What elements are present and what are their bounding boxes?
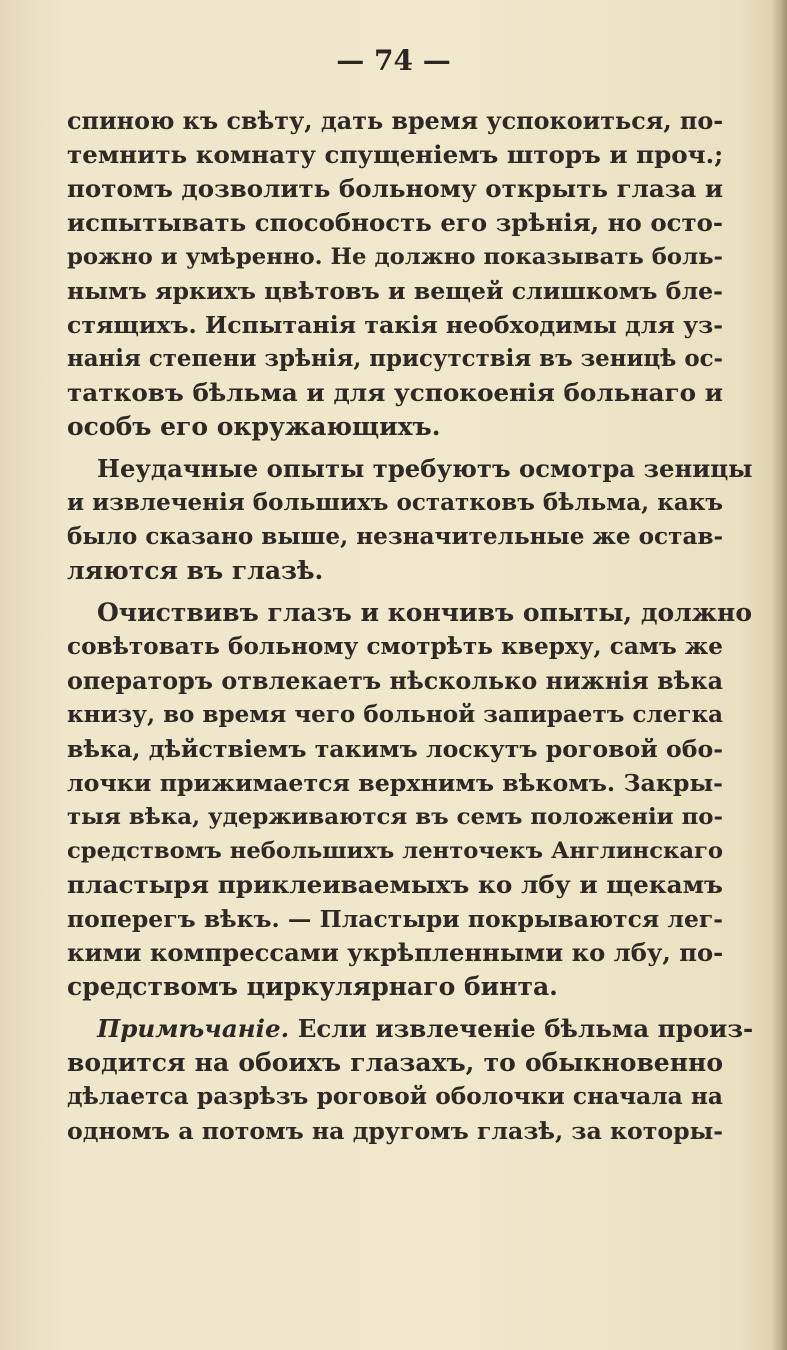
paragraph-continued: [67, 630, 723, 1004]
text-line: средствомъ небольшихъ ленточекъ Англинскаго: [67, 838, 723, 864]
paragraph-continued: [67, 1046, 723, 1148]
page-number: — 74 —: [336, 44, 451, 77]
text-line: лочки прижимается верхнимъ вѣкомъ. Закры-: [67, 769, 723, 797]
text-line: [97, 1012, 754, 1046]
text-line: ляются въ глазѣ.: [67, 556, 324, 585]
text-line: особъ его окружающихъ.: [67, 412, 441, 441]
text-line: книзу, во время чего больной запираетъ слегка: [67, 701, 723, 728]
note-label: Примѣчанiе.: [97, 1014, 290, 1043]
text-line: операторъ отвлекаетъ нѣсколько нижнiя вѣка: [67, 667, 723, 695]
text-line: средствомъ циркулярнаго бинта.: [67, 972, 558, 1001]
text-line: одномъ а потомъ на другомъ глазѣ, за которы-: [67, 1117, 723, 1145]
text-line: поперегъ вѣкъ. — Пластыри покрываются лег-: [67, 905, 723, 933]
text-line: дѣлаетса разрѣзъ роговой оболочки сначала на: [67, 1083, 723, 1110]
paragraph: [67, 452, 753, 486]
text-line: и извлеченiя большихъ остатковъ бѣльма, какъ: [67, 489, 723, 516]
text-line: тыя вѣка, удерживаются въ семъ положенiи по-: [67, 804, 723, 830]
paragraph: [67, 104, 723, 444]
text-line: пластыря приклеиваемыхъ ко лбу и щекамъ: [67, 870, 723, 899]
text-line: совѣтовать больному смотрѣть кверху, самъ же: [67, 633, 723, 660]
text-line: Очиствивъ глазъ и кончивъ опыты, должно: [97, 598, 753, 627]
text-line: татковъ бѣльма и для успокоенiя больнаго и: [67, 378, 723, 407]
text-line: стящихъ. Испытанiя такiя необходимы для уз-: [67, 311, 723, 339]
text-line: потомъ дозволить больному открыть глаза и: [67, 174, 723, 203]
text-line: рожно и умѣренно. Не должно показывать боль-: [67, 244, 723, 270]
note-text: Если извлеченiе бѣльма произ-: [289, 1014, 754, 1043]
text-line: вѣка, дѣйствiемъ такимъ лоскутъ роговой обо-: [67, 735, 723, 763]
text-line: нымъ яркихъ цвѣтовъ и вещей слишкомъ бле-: [67, 277, 723, 305]
text-line: испытывать способность его зрѣнiя, но осто-: [67, 208, 723, 237]
page-edge-shadow: [771, 0, 787, 1350]
text-line: нанiя степени зрѣнiя, присутствiя въ зеницѣ ос-: [67, 346, 723, 372]
text-line: темнить комнату спущенiемъ шторъ и проч.;: [67, 140, 724, 169]
note-paragraph: [67, 1012, 754, 1046]
text-line: кими компрессами укрѣпленными ко лбу, по-: [67, 938, 724, 967]
text-line: Неудачные опыты требуютъ осмотра зеницы: [97, 454, 753, 483]
paragraph: [67, 596, 753, 630]
text-line: водится на обоихъ глазахъ, то обыкновенно: [67, 1048, 723, 1077]
text-line: спиною къ свѣту, дать время успокоиться, по-: [67, 107, 724, 135]
paragraph-continued: [67, 486, 723, 588]
page-body: [67, 104, 754, 1148]
text-line: было сказано выше, незначительные же остав-: [67, 523, 724, 550]
